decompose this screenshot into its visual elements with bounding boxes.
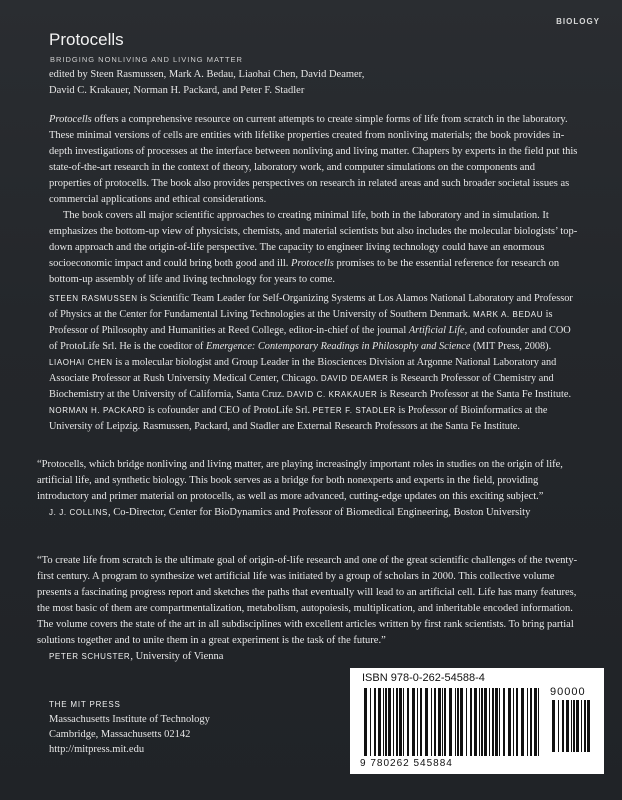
description-paragraph-1 (49, 112, 579, 208)
barcode-bar (444, 688, 446, 756)
barcode-bar (484, 688, 487, 756)
barcode-bar (481, 688, 483, 756)
quote-author: J. J. COLLINS (49, 508, 108, 517)
publisher-block (49, 697, 299, 757)
barcode-bar (388, 688, 391, 756)
barcode-bar (438, 688, 441, 756)
barcode-bar (474, 688, 477, 756)
barcode-bar (370, 688, 371, 756)
barcode-bar (407, 688, 409, 756)
barcode-bar (573, 700, 575, 752)
bio-name: NORMAN H. PACKARD (49, 406, 146, 415)
barcode-bar (521, 688, 524, 756)
bio-text: and cofounder and COO of ProtoLife Srl. He is the coeditor of (49, 325, 571, 352)
barcode-bar (479, 688, 480, 756)
barcode-bar (396, 688, 398, 756)
quote-attribution (37, 649, 582, 665)
bio-text: is Scientific Team Leader for Self-Organizing Systems at Los Alamos National Laboratory and Professor of Physics at the Center for Fundamental Living Technologies at the University of Southern Denmark. (49, 293, 573, 320)
barcode-bar (534, 688, 537, 756)
editors-line-2: David C. Krakauer, Norman H. Packard, and Peter F. Stadler (49, 85, 305, 96)
barcode-bar (584, 700, 586, 752)
bio-name: STEEN RASMUSSEN (49, 294, 138, 303)
bio-name: DAVID DEAMER (320, 374, 389, 383)
publisher-name: THE MIT PRESS (49, 700, 121, 709)
barcode-bar (508, 688, 511, 756)
isbn-barcode (350, 668, 604, 774)
barcode-bar (466, 688, 467, 756)
bio-text: is cofounder and CEO of ProtoLife Srl. (145, 405, 313, 416)
editors-line-1: edited by Steen Rasmussen, Mark A. Bedau, Liaohai Chen, David Deamer, (49, 69, 365, 80)
barcode-bar (457, 688, 459, 756)
barcode-bar (449, 688, 452, 756)
barcode-bar (412, 688, 415, 756)
bio-name: DAVID C. KRAKAUER (286, 390, 378, 399)
barcode-bar (527, 688, 528, 756)
publisher-address-2: Cambridge, Massachusetts 02142 (49, 729, 191, 740)
quote-text: “Protocells, which bridge nonliving and living matter, are playing increasingly important roles in studies on the origin of life, artificial life, and synthetic biology. This book serves as a bridge for both nonexperts and experts in the field, providing introductory and primer material on protocells, as well as more advanced, cutting-edge updates on this exciting subject.” (37, 459, 563, 502)
bio-text: is Research Professor at the Santa Fe Institute. (377, 389, 572, 400)
barcode-bar (431, 688, 432, 756)
book-subtitle: BRIDGING NONLIVING AND LIVING MATTER (50, 55, 243, 64)
barcode-bar (425, 688, 428, 756)
supplement-barcode (550, 700, 594, 754)
barcode-digits: 9 780262 545884 (360, 758, 453, 769)
barcode-bar (566, 700, 569, 752)
barcode-bar (576, 700, 579, 752)
barcode-bar (393, 688, 394, 756)
barcode-bar (516, 688, 518, 756)
barcode-bar (460, 688, 463, 756)
editors (49, 67, 409, 99)
barcode-bar (558, 700, 559, 752)
publisher-url: http://mitpress.mit.edu (49, 744, 145, 755)
barcode-bar (364, 688, 367, 756)
bio-name: PETER F. STADLER (312, 406, 396, 415)
barcode-bar (442, 688, 443, 756)
bio-text: is a molecular biologist and Group Leader in the Biosciences Division at Argonne National Laboratory and Associate Professor at Rush University Medical Center, Chicago. (49, 357, 557, 384)
quote-affiliation: , University of Vienna (130, 651, 224, 662)
barcode-bar (530, 688, 532, 756)
barcode-bar (503, 688, 505, 756)
description-text: promises to be the essential reference for research on bottom-up assembly of life and living technology for years to come. (49, 258, 560, 285)
barcode-bar (495, 688, 498, 756)
book-title: Protocells (49, 30, 124, 49)
category-label: BIOLOGY (556, 17, 600, 26)
endorsement-quote-2 (37, 553, 582, 665)
barcode-bar (403, 688, 404, 756)
barcode-bar (571, 700, 572, 752)
barcode-bar (489, 688, 490, 756)
barcode-bar (455, 688, 456, 756)
barcode-bar (513, 688, 514, 756)
quote-attribution (37, 505, 582, 521)
bio-text: is Professor of Philosophy and Humanities at Reed College, editor-in-chief of the journal (49, 309, 553, 336)
description-text: The book covers all major scientific approaches to creating minimal life, both in the laboratory and in simulation. It emphasizes the bottom-up view of physicists, chemists, and material scientists but also includes the molecular biologists’ top-down approach and the origin-of-life perspective. The capacity to engineer living technology could have an enormous socioeconomic impact and could bring both good and ill. (49, 210, 578, 269)
book-reference: Emergence: Contemporary Readings in Philosophy and Science (206, 341, 471, 352)
bio-text: is Professor of Bioinformatics at the University of Leipzig. Rasmussen, Packard, and Stadler are External Research Professors at the Santa Fe Institute. (49, 405, 548, 432)
barcode-bar (470, 688, 472, 756)
barcode-bar (492, 688, 494, 756)
journal-title: Artificial Life, (408, 325, 468, 336)
barcode-bar (420, 688, 422, 756)
book-title-italic: Protocells (291, 258, 334, 269)
ean-barcode (362, 688, 542, 758)
barcode-bar (399, 688, 402, 756)
book-title-italic: Protocells (49, 114, 92, 125)
bio-name: LIAOHAI CHEN (49, 358, 113, 367)
description-text: offers a comprehensive resource on current attempts to create simple forms of life from scratch in the laboratory. These minimal versions of cells are entities with lifelike properties created from nonliving materials; the book provides in-depth investigations of processes at the interface between nonliving and living matter. Chapters by experts in the field put this state-of-the-art research in the context of theory, laboratory work, and computer simulations on the components and properties of protocells. The book also provides perspectives on research in related areas and such broader societal issues as commercial applications and ethical considerations. (49, 114, 578, 205)
bio-text: (MIT Press, 2008). (470, 341, 552, 352)
publisher-address-1: Massachusetts Institute of Technology (49, 714, 210, 725)
quote-author: PETER SCHUSTER (49, 652, 131, 661)
barcode-bar (434, 688, 436, 756)
description-paragraph-2 (49, 208, 579, 288)
barcode-bar (587, 700, 590, 752)
barcode-bar (581, 700, 582, 752)
barcode-bar (552, 700, 555, 752)
barcode-bar (385, 688, 387, 756)
barcode-bar (383, 688, 384, 756)
barcode-bar (417, 688, 418, 756)
editor-bios (49, 291, 579, 435)
bio-name: MARK A. BEDAU (473, 310, 544, 319)
description (49, 112, 579, 288)
price-code: 90000 (550, 686, 586, 698)
barcode-bar (499, 688, 500, 756)
quote-text: “To create life from scratch is the ultimate goal of origin-of-life research and one of the great scientific challenges of the twenty-first century. A program to synthesize wet artificial life was initiated by a group of scholars in 2000. This collective volume presents a fascinating progress report and sketches the paths that eventually will lead to an artificial cell. Life has many features, the most basic of them are compartmentalization, metabolism, autopoiesis, multiplication, and inheritable encoded information. The volume covers the state of the art in all subdisciplines with excellent articles written by first rank scientists. To bring partial solutions together and to unite them in a great experiment is the task of the future.” (37, 555, 578, 646)
isbn-text: ISBN 978-0-262-54588-4 (362, 672, 485, 684)
barcode-bar (374, 688, 376, 756)
barcode-bar (538, 688, 539, 756)
quote-affiliation: , Co-Director, Center for BioDynamics and Professor of Biomedical Engineering, Boston University (107, 507, 531, 518)
barcode-bar (378, 688, 381, 756)
endorsement-quote-1 (37, 457, 582, 521)
bio-text: is Research Professor of Chemistry and Biochemistry at the University of California, Santa Cruz. (49, 373, 554, 400)
barcode-bar (562, 700, 564, 752)
